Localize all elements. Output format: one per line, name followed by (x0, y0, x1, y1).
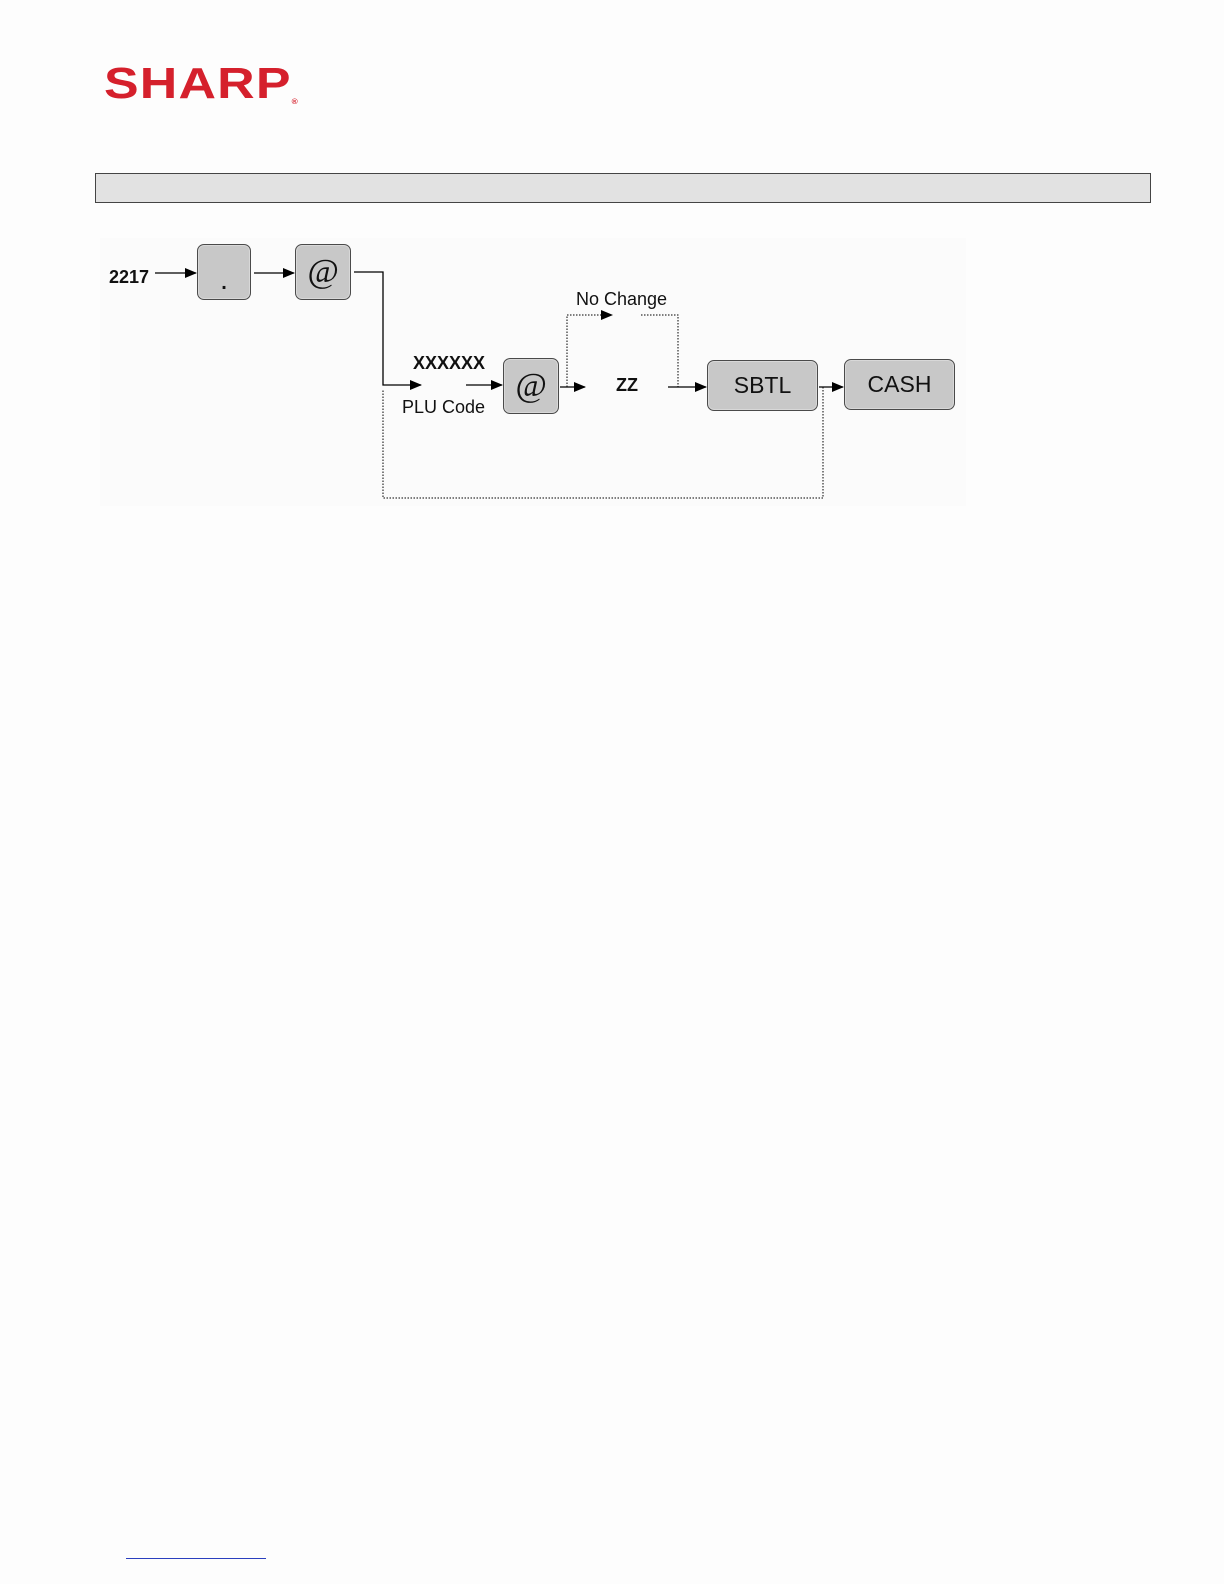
plu-value-label: XXXXXX (413, 353, 486, 373)
zz-value-label: ZZ (616, 375, 638, 395)
decimal-point-key[interactable] (197, 244, 251, 300)
connector-at-to-plu (354, 272, 421, 385)
at-key-first[interactable] (295, 244, 351, 300)
subtotal-key[interactable] (707, 360, 818, 411)
no-change-bypass-right (641, 315, 706, 387)
sharp-logo-text: SHARP (104, 59, 292, 108)
at-key-second[interactable] (503, 358, 559, 414)
decimal-point-key-label: . (221, 271, 227, 294)
cash-key-label: CASH (867, 371, 932, 397)
no-change-bypass-left (567, 315, 612, 387)
footer-link[interactable] (126, 1558, 266, 1559)
subtotal-key-label: SBTL (733, 372, 792, 398)
at-key-first-label: @ (307, 253, 339, 290)
cash-key[interactable] (844, 359, 955, 410)
at-key-second-label: @ (515, 367, 547, 404)
registered-mark: ® (291, 99, 298, 106)
plu-code-caption: PLU Code (402, 397, 486, 417)
start-code-label: 2217 (109, 267, 150, 287)
no-change-label: No Change (576, 289, 668, 309)
